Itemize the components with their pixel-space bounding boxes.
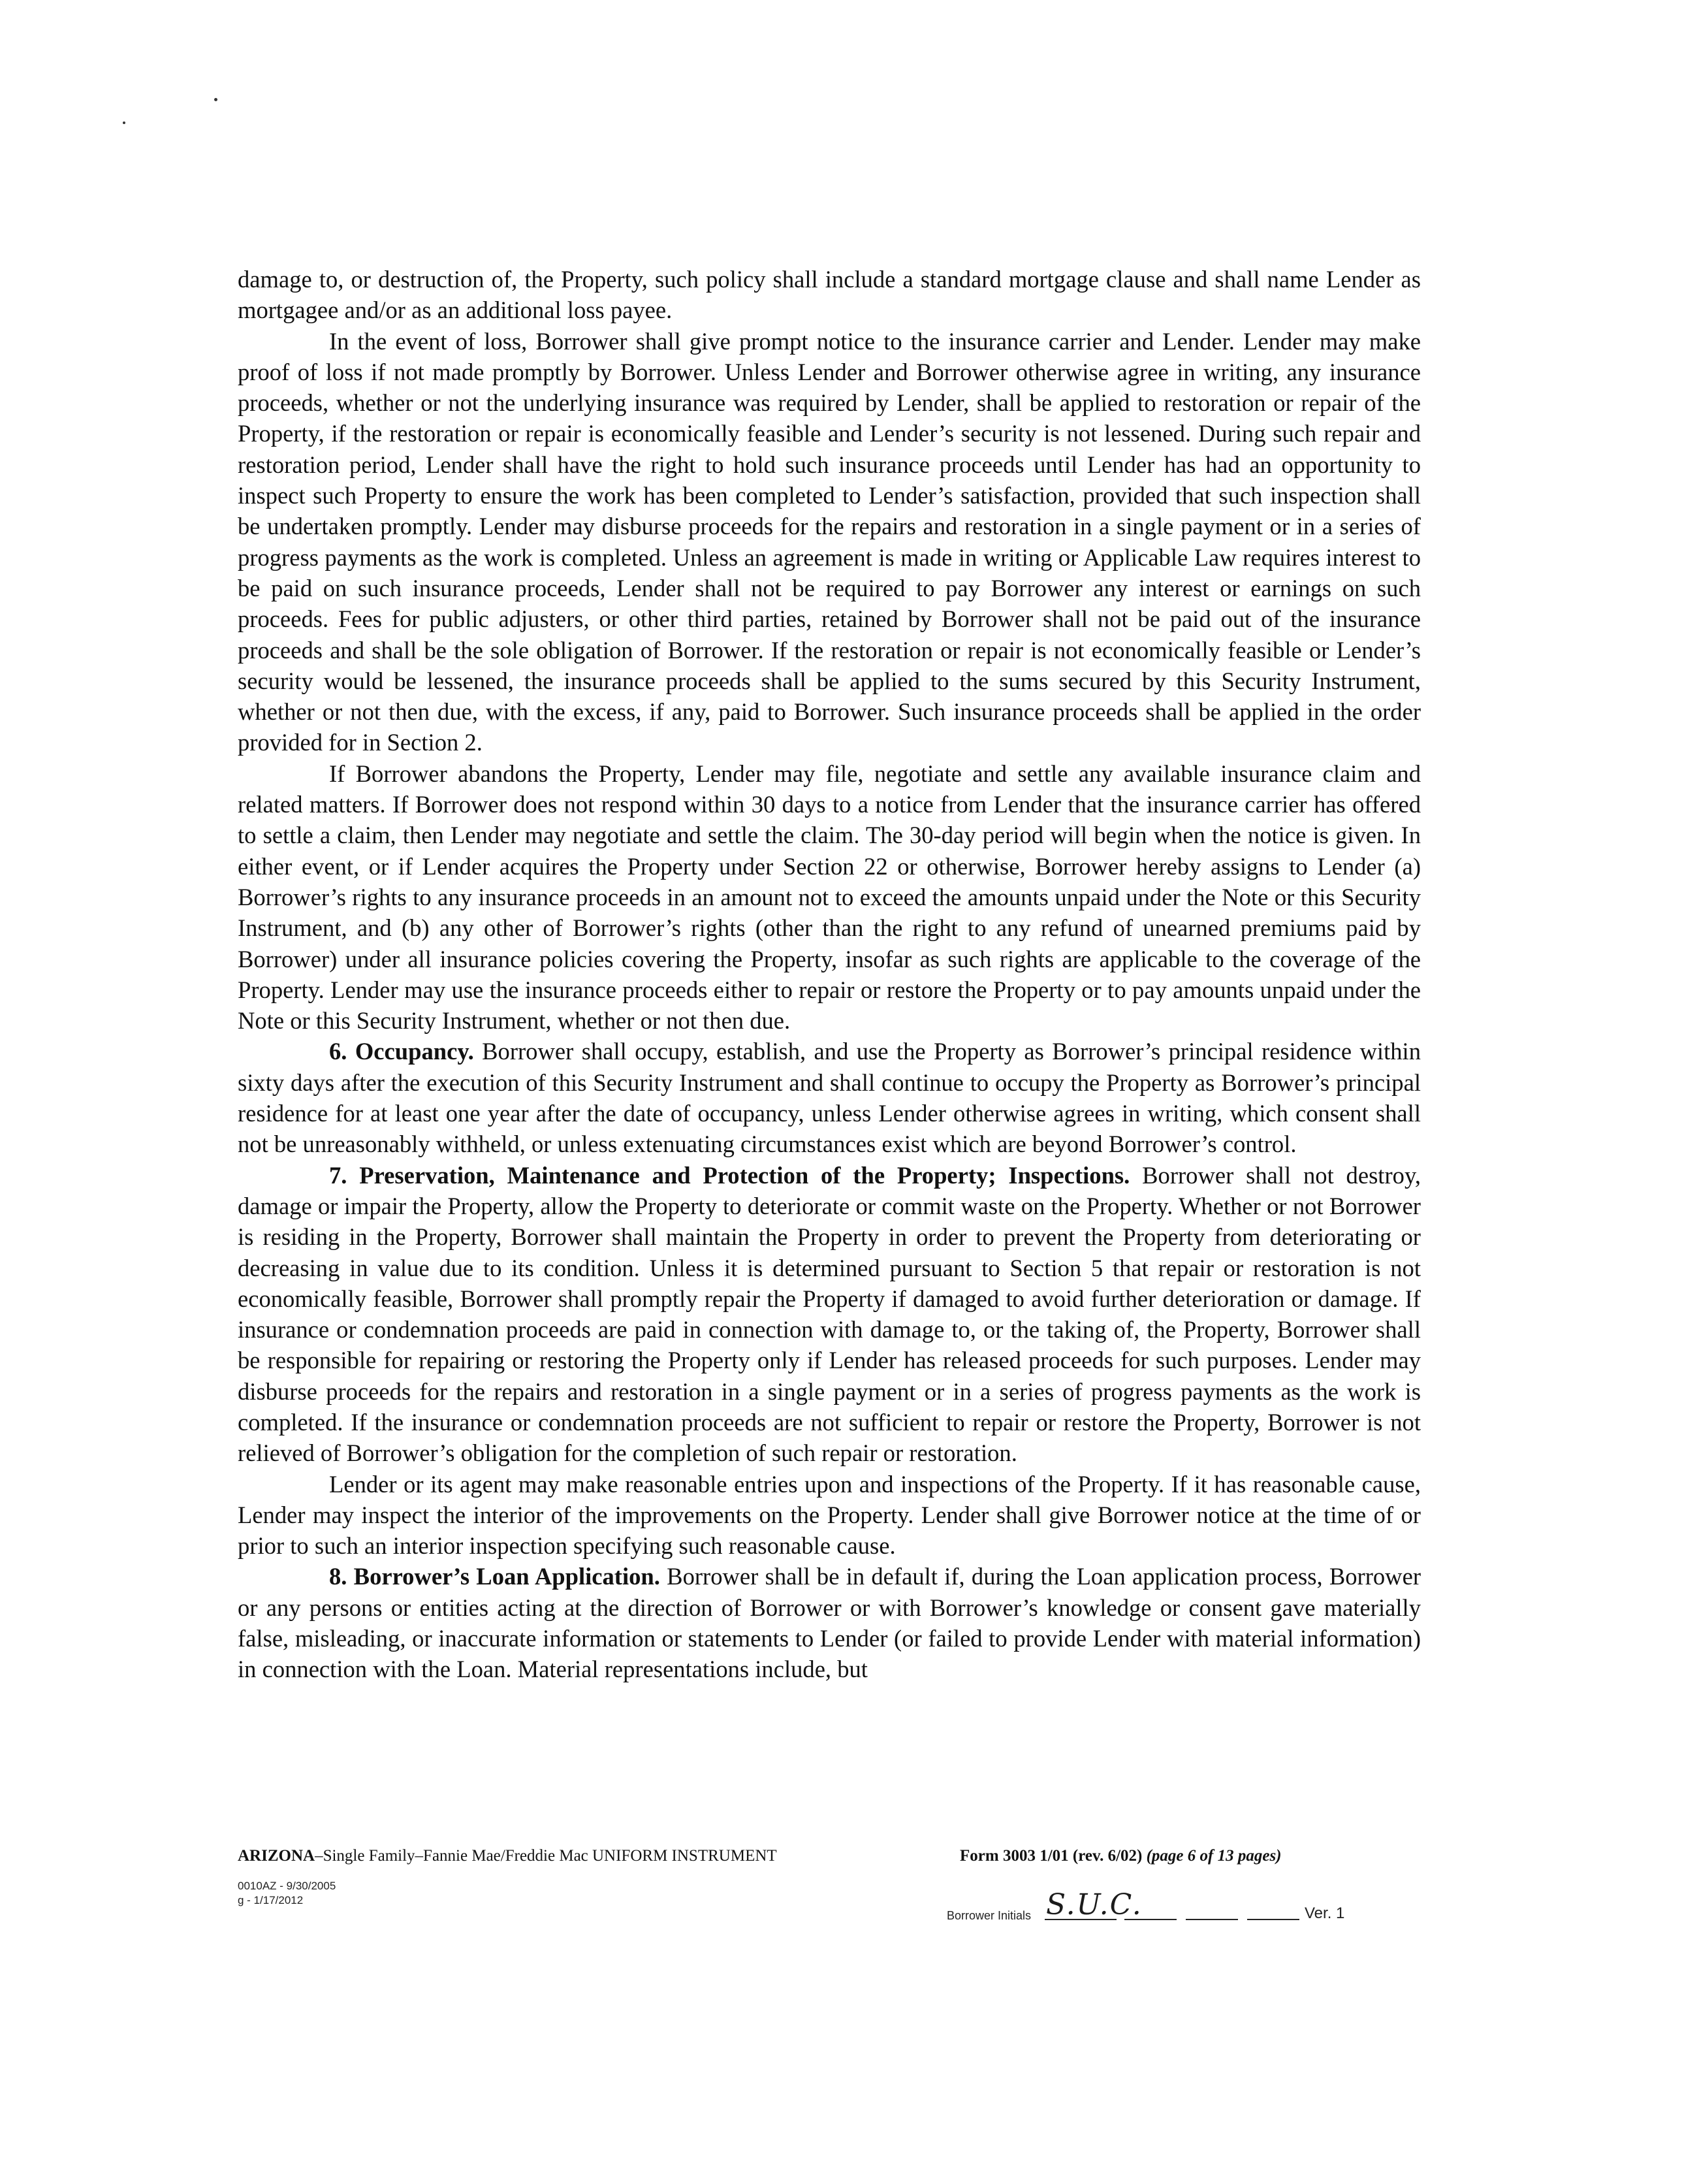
section-text: Borrower shall occupy, establish, and use the Property as Borrower’s principal residence within sixty days after the execution of this Security Instrument and shall continue to occupy the Property as Borrower’s principal residence for at least one year after the date of occupancy, unless Lender otherwise agrees in writing, which consent shall not be unreasonably withheld, or unless extenuating circumstances exist which are beyond Borrower’s control. [238, 1038, 1421, 1158]
borrower-initials-signature: S.U.C. [1046, 1888, 1143, 1921]
section-text: Borrower shall not destroy, damage or impair the Property, allow the Property to deteriorate or commit waste on the Property. Whether or not Borrower is residing in the Property, Borrower shall maintain the Property in order to prevent the Property from deteriorating or decreasing in value due to its condition. Unless it is determined pursuant to Section 5 that repair or restoration is not economically feasible, Borrower shall promptly repair the Property if damaged to avoid further deterioration or damage. If insurance or condemnation proceeds are paid in connection with damage to, or the taking of, the Property, Borrower shall be responsible for repairing or restoring the Property only if Lender has released proceeds for such purposes. Lender may disburse proceeds for the repairs and restoration in a single payment or in a series of progress payments as the work is completed. If the insurance or condemnation proceeds are not sufficient to repair or restore the Property, Borrower is not relieved of Borrower’s obligation for the completion of such repair or restoration. [238, 1161, 1421, 1467]
section-text: Borrower shall be in default if, during the Loan application process, Borrower or any persons or entities acting at the direction of Borrower or with Borrower’s knowledge or consent gave materially false, misleading, or inaccurate information or statements to Lender (or failed to provide Lender with material information) in connection with the Loan. Material representations include, but [238, 1563, 1421, 1683]
footer-instrument-title [238, 1847, 777, 1865]
footer-form-number [960, 1847, 1282, 1865]
initials-blank [1045, 1919, 1117, 1920]
initials-blank [1186, 1919, 1238, 1920]
paragraph-event-of-loss: In the event of loss, Borrower shall give prompt notice to the insurance carrier and Lender. Lender may make proof of loss if not made promptly by Borrower. Unless Lender and Borrower otherwise agree in writing, any insurance proceeds, whether or not the underlying insurance was required by Lender, shall be applied to restoration or repair of the Property, if the restoration or repair is economically feasible and Lender’s security is not lessened. During such repair and restoration period, Lender shall have the right to hold such insurance proceeds until Lender has had an opportunity to inspect such Property to ensure the work has been completed to Lender’s satisfaction, provided that such inspection shall be undertaken promptly. Lender may disburse proceeds for the repairs and restoration in a single payment or in a series of progress payments as the work is completed. Unless an agreement is made in writing or Applicable Law requires interest to be paid on such insurance proceeds, Lender shall not be required to pay Borrower any interest or earnings on such proceeds. Fees for public adjusters, or other third parties, retained by Borrower shall not be paid out of the insurance proceeds and shall be the sole obligation of Borrower. If the restoration or repair is not economically feasible or Lender’s security would be lessened, the insurance proceeds shall be applied to the sums secured by this Security Instrument, whether or not then due, with the excess, if any, paid to Borrower. Such insurance proceeds shall be applied in the order provided for in Section 2. [238, 327, 1421, 756]
footer-state: ARIZONA [238, 1847, 315, 1865]
borrower-initials-label: Borrower Initials [947, 1909, 1032, 1922]
footer-code-line-1: 0010AZ - 9/30/2005 [238, 1880, 336, 1892]
scan-speck [214, 98, 217, 101]
version-label: Ver. 1 [1305, 1904, 1345, 1922]
initials-blank [1247, 1919, 1299, 1920]
section-8-loan-application [238, 1561, 1421, 1684]
section-heading: 8. Borrower’s Loan Application. [329, 1563, 660, 1590]
footer-instrument-name: –Single Family–Fannie Mae/Freddie Mac UNIFORM INSTRUMENT [315, 1847, 777, 1865]
section-7-preservation [238, 1160, 1421, 1469]
section-heading: 6. Occupancy. [329, 1038, 474, 1065]
borrower-initials-row [947, 1887, 1365, 1927]
initials-blank [1124, 1919, 1177, 1920]
paragraph-abandonment: If Borrower abandons the Property, Lender may file, negotiate and settle any available insurance claim and related matters. If Borrower does not respond within 30 days to a notice from Lender that the insurance carrier has offered to settle a claim, then Lender may negotiate and settle the claim. The 30-day period will begin when the notice is given. In either event, or if Lender acquires the Property under Section 22 or otherwise, Borrower hereby assigns to Lender (a) Borrower’s rights to any insurance proceeds in an amount not to exceed the amounts unpaid under the Note or this Security Instrument, and (b) any other of Borrower’s rights (other than the right to any refund of unearned premiums paid by Borrower) under all insurance policies covering the Property, insofar as such rights are applicable to the coverage of the Property. Lender may use the insurance proceeds either to repair or restore the Property or to pay amounts unpaid under the Note or this Security Instrument, whether or not then due. [238, 760, 1421, 1035]
footer-page-info: (page 6 of 13 pages) [1146, 1847, 1282, 1865]
paragraph-insurance-clause: damage to, or destruction of, the Property, such policy shall include a standard mortgage clause and shall name Lender as mortgagee and/or as an additional loss payee. [238, 266, 1421, 324]
document-body [238, 264, 1421, 1685]
footer-code-line-2: g - 1/17/2012 [238, 1894, 304, 1906]
section-heading: 7. Preservation, Maintenance and Protection of the Property; Inspections. [329, 1161, 1130, 1189]
section-6-occupancy [238, 1036, 1421, 1159]
scan-speck [123, 121, 125, 124]
footer-form: Form 3003 1/01 (rev. 6/02) [960, 1847, 1147, 1865]
paragraph-inspections: Lender or its agent may make reasonable entries upon and inspections of the Property. If it has reasonable cause, Lender may inspect the interior of the improvements on the Property. Lender shall give Borrower notice at the time of or prior to such an interior inspection specifying such reasonable cause. [238, 1470, 1421, 1560]
